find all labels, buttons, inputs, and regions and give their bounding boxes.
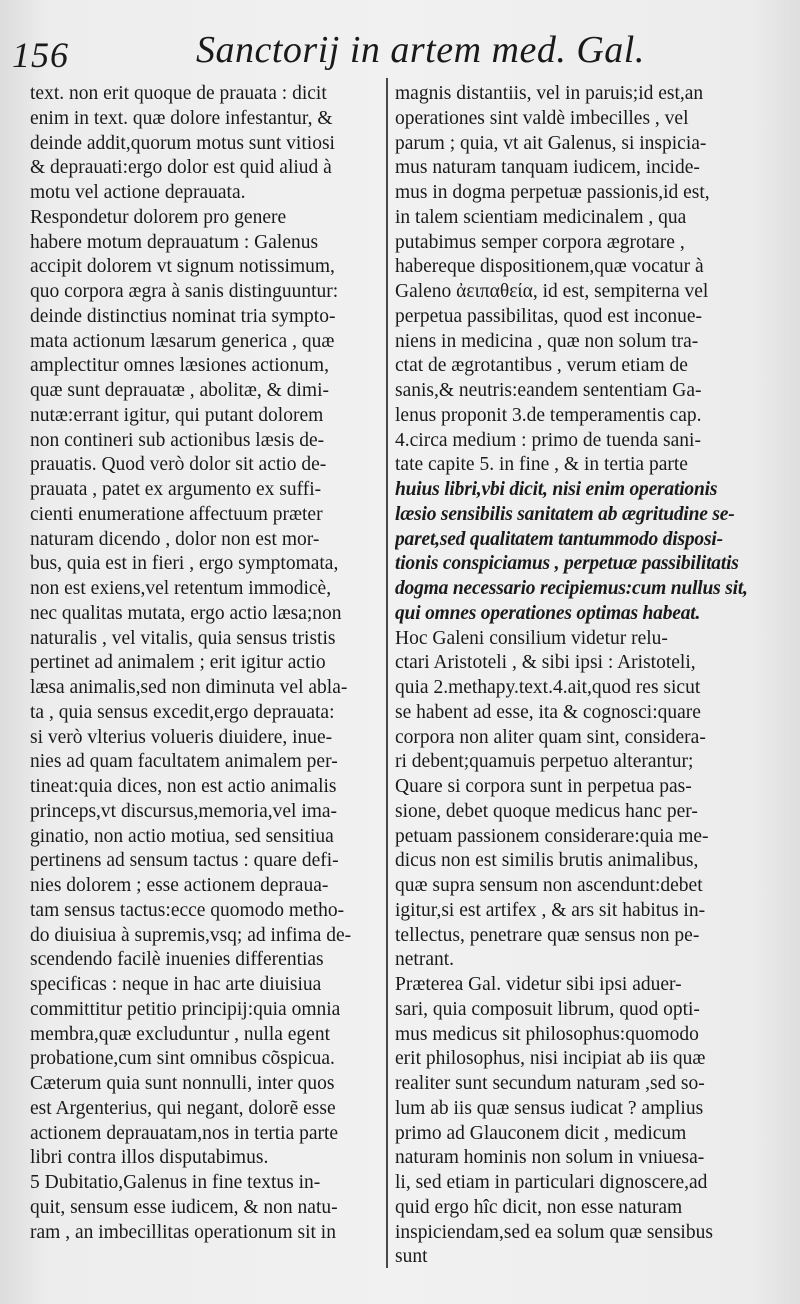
- text-line: ri debent;quamuis perpetuo alterantur;: [395, 751, 694, 773]
- text-line: parum ; quia, vt ait Galenus, si inspicia-: [395, 132, 707, 154]
- text-line: probatione,cum sint omnibus cõspicua.: [30, 1048, 335, 1070]
- text-line: committitur petitio principij:quia omnia: [30, 998, 341, 1020]
- text-line: petuam passionem considerare:quia me-: [395, 825, 709, 847]
- text-line: tineat:quia dices, non est actio animalis: [30, 776, 337, 797]
- text-line: ctari Aristoteli , & sibi ipsi : Aristoteli,: [395, 652, 696, 674]
- text-line: dicus non est similis brutis animalibus,: [395, 850, 699, 872]
- text-line: sunt: [395, 1246, 428, 1268]
- text-line: nies dolorem ; esse actionem deprauа-: [30, 875, 329, 896]
- text-line: specificas : neque in hac arte diuisiua: [30, 974, 322, 995]
- text-line: Quare si corpora sunt in perpetua pas-: [395, 776, 692, 797]
- text-line: putabimus semper corpora ægrotare ,: [395, 231, 685, 253]
- text-line: li, sed etiam in particulari dignoscere,ad: [395, 1172, 708, 1193]
- text-line: magnis distantiis, vel in paruis;id est,an: [395, 83, 704, 104]
- text-line: quia 2.methapy.text.4.ait,quod res sicut: [395, 677, 701, 698]
- text-line: & deprauati:ergo dolor est quid aliud à: [30, 157, 332, 179]
- text-line: prauatis. Quod verò dolor sit actio de-: [30, 454, 327, 476]
- text-line: paret,sed qualitatem tantummodo disposi-: [395, 528, 723, 550]
- text-line: erit philosophus, nisi incipiat ab iis quæ: [395, 1048, 706, 1070]
- text-line: amplectitur omnes læsiones actionum,: [30, 355, 329, 377]
- text-line: ctat de ægrotantibus , verum etiam de: [395, 355, 688, 377]
- text-line: ginatio, non actio motiua, sed sensitiua: [30, 825, 334, 847]
- right-column: [395, 82, 785, 1270]
- text-line: sione, debet quoque medicus hanc per-: [395, 800, 698, 822]
- text-line: bus, quia est in fieri , ergo symptomata,: [30, 553, 339, 575]
- text-line: ta , quia sensus excedit,ergo deprauata:: [30, 701, 335, 723]
- text-line: membra,quæ excluduntur , nulla egent: [30, 1023, 331, 1045]
- text-line: Hoc Galeni consilium videtur relu-: [395, 627, 668, 649]
- text-line: cienti enumeratione affectuum præter: [30, 503, 323, 525]
- text-line: mus medicus sit philosophus:quomodo: [395, 1023, 699, 1045]
- text-line: 5 Dubitatio,Galenus in fine textus in-: [30, 1172, 321, 1193]
- text-line: deinde distinctius nominat tria sympto-: [30, 305, 336, 327]
- text-line: text. non erit quoque de prauata : dicit: [30, 83, 327, 104]
- text-line: igitur,si est artifex , & ars sit habitus in-: [395, 899, 706, 921]
- text-line: tionis conspiciamus , perpetuæ passibilitatis: [395, 553, 739, 575]
- text-line: dogma necessario recipiemus:cum nullus sit,: [395, 578, 748, 599]
- text-line: quæ sunt deprauatæ , abolitæ, & dimi-: [30, 380, 329, 401]
- text-line: prauata , patet ex argumento ex suffi-: [30, 479, 322, 500]
- text-line: sanis,& neutris:eandem sententiam Ga-: [395, 380, 702, 401]
- text-line: læsa animalis,sed non diminuta vel abla-: [30, 677, 348, 698]
- text-line: habere motum deprauatum : Galenus: [30, 231, 319, 253]
- text-line: realiter sunt secundum naturam ,sed so-: [395, 1073, 705, 1094]
- text-line: 4.circa medium : primo de tuenda sani-: [395, 429, 701, 451]
- text-line: libri contra illos disputabimus.: [30, 1147, 269, 1169]
- text-line: naturam hominis non solum in vniuesa-: [395, 1147, 705, 1169]
- text-line: non est exiens,vel retentum immodicè,: [30, 578, 332, 599]
- text-line: sari, quia composuit librum, quod opti-: [395, 998, 700, 1020]
- text-line: lenus proponit 3.de temperamentis cap.: [395, 404, 702, 426]
- text-line: huius libri,vbi dicit, nisi enim operationis: [395, 479, 718, 500]
- text-line: si verò vlterius volueris diuidere, inue-: [30, 726, 333, 748]
- text-line: corpora non aliter quam sint, considera-: [395, 726, 706, 748]
- text-line: mus naturam tanquam iudicem, incide-: [395, 157, 700, 179]
- text-line: habereque dispositionem,quæ vocatur à: [395, 256, 704, 278]
- text-line: pertinet ad animalem ; erit igitur actio: [30, 652, 326, 674]
- text-line: netrant.: [395, 949, 455, 971]
- text-line: tam sensus tactus:ecce quomodo metho-: [30, 899, 345, 921]
- text-line: lum ab iis quæ sensus iudicat ? amplius: [395, 1097, 704, 1119]
- text-line: naturam dicendo , dolor non est mor-: [30, 528, 320, 550]
- text-line: princeps,vt discursus,memoria,vel ima-: [30, 800, 338, 822]
- text-line: læsio sensibilis sanitatem ab ægritudine se-: [395, 503, 735, 525]
- text-line: quid ergo hîc dicit, non esse naturam: [395, 1196, 683, 1218]
- text-line: ram , an imbecillitas operationum sit in: [30, 1221, 336, 1243]
- text-line: tate capite 5. in fine , & in tertia parte: [395, 454, 688, 476]
- text-line: quo corpora ægra à sanis distinguuntur:: [30, 281, 339, 302]
- text-line: in talem scientiam medicinalem , qua: [395, 206, 687, 228]
- column-divider: [386, 78, 388, 1268]
- text-line: primo ad Glauconem dicit , medicum: [395, 1122, 687, 1144]
- text-line: quit, sensum esse iudicem, & non natu-: [30, 1196, 338, 1218]
- text-line: perpetua passibilitas, quod est inconue-: [395, 305, 703, 327]
- text-line: naturalis , vel vitalis, quia sensus tristis: [30, 627, 336, 649]
- text-line: nies ad quam facultatem animalem per-: [30, 751, 338, 773]
- text-line: Præterea Gal. videtur sibi ipsi aduer-: [395, 974, 682, 995]
- text-line: mus in dogma perpetuæ passionis,id est,: [395, 182, 710, 203]
- text-line: qui omnes operationes optimas habeat.: [395, 602, 701, 624]
- text-line: non contineri sub actionibus læsis de-: [30, 429, 325, 451]
- text-line: pertinens ad sensum tactus : quare defi-: [30, 850, 339, 872]
- text-line: niens in medicina , quæ non solum tra-: [395, 330, 699, 352]
- text-line: do diuisiua à supremis,vsq; ad infima de-: [30, 924, 352, 946]
- text-line: Galeno ἀειπαθεία, id est, sempiterna vel: [395, 281, 709, 302]
- text-line: enim in text. quæ dolore infestantur, &: [30, 107, 333, 129]
- text-line: accipit dolorem vt signum notissimum,: [30, 256, 335, 278]
- left-column: [30, 82, 385, 1245]
- page-header: [0, 22, 800, 82]
- text-line: motu vel actione deprauata.: [30, 182, 246, 203]
- text-line: Respondetur dolorem pro genere: [30, 206, 287, 228]
- page-number: 156: [12, 35, 69, 75]
- text-line: nutæ:errant igitur, qui putant dolorem: [30, 404, 324, 426]
- text-line: se habent ad esse, ita & cognosci:quare: [395, 701, 701, 723]
- text-line: est Argenterius, qui negant, dolorẽ esse: [30, 1097, 336, 1119]
- text-line: Cæterum quia sunt nonnulli, inter quos: [30, 1073, 335, 1094]
- text-line: quæ supra sensum non ascendunt:debet: [395, 875, 703, 896]
- text-line: deinde addit,quorum motus sunt vitiosi: [30, 132, 335, 154]
- text-line: mata actionum læsarum generica , quæ: [30, 330, 335, 352]
- text-line: operationes sint valdè imbecilles , vel: [395, 107, 689, 129]
- text-line: nec qualitas mutata, ergo actio læsa;non: [30, 602, 342, 624]
- text-line: actionem deprauatam,nos in tertia parte: [30, 1122, 339, 1144]
- text-line: inspiciendam,sed ea solum quæ sensibus: [395, 1221, 713, 1243]
- text-line: tellectus, penetrare quæ sensus non pe-: [395, 924, 700, 946]
- running-head: Sanctorij in artem med. Gal.: [196, 29, 645, 71]
- text-line: scendendo facilè inuenies differentias: [30, 949, 324, 971]
